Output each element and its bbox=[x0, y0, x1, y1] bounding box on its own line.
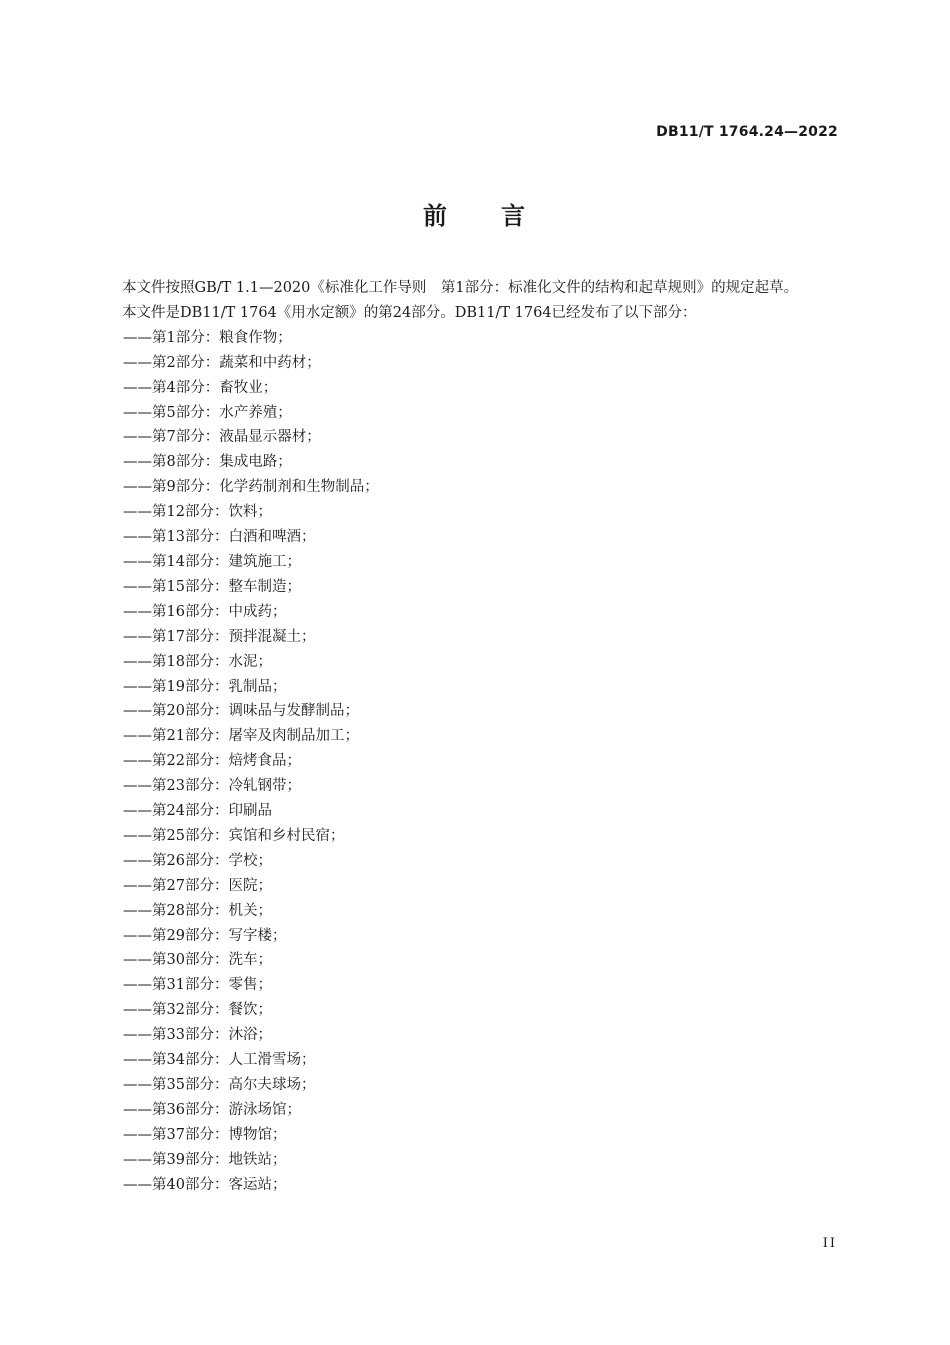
list-item: ——第20部分：调味品与发酵制品； bbox=[123, 703, 359, 720]
list-item: ——第34部分：人工滑雪场； bbox=[123, 1052, 316, 1069]
list-item: ——第2部分：蔬菜和中药材； bbox=[123, 354, 321, 371]
list-item: ——第37部分：博物馆； bbox=[123, 1126, 287, 1143]
list-item: ——第7部分：液晶显示器材； bbox=[123, 429, 321, 446]
title-char-2: 言 bbox=[501, 202, 527, 230]
list-item: ——第28部分：机关； bbox=[123, 902, 272, 919]
list-item: ——第5部分：水产养殖； bbox=[123, 404, 292, 421]
title-char-1: 前 bbox=[423, 202, 449, 230]
list-item: ——第33部分：沐浴； bbox=[123, 1027, 272, 1044]
list-item: ——第17部分：预拌混凝土； bbox=[123, 628, 316, 645]
list-item: ——第21部分：屠宰及肉制品加工； bbox=[123, 728, 359, 745]
list-item: ——第14部分：建筑施工； bbox=[123, 553, 301, 570]
list-item: ——第32部分：餐饮； bbox=[123, 1002, 272, 1019]
list-item: ——第29部分：写字楼； bbox=[123, 927, 287, 944]
list-item: ——第8部分：集成电路； bbox=[123, 454, 292, 471]
list-item: ——第23部分：冷轧钢带； bbox=[123, 778, 301, 795]
list-item: ——第25部分：宾馆和乡村民宿； bbox=[123, 827, 345, 844]
list-item: ——第35部分：高尔夫球场； bbox=[123, 1077, 316, 1093]
list-item: ——第1部分：粮食作物； bbox=[123, 329, 292, 346]
document-body bbox=[92, 276, 838, 1198]
list-item: ——第15部分：整车制造； bbox=[123, 578, 301, 595]
parts-list bbox=[92, 326, 838, 1198]
list-item: ——第13部分：白酒和啤酒； bbox=[123, 529, 316, 546]
list-item: ——第36部分：游泳场馆； bbox=[123, 1101, 301, 1118]
list-item: ——第31部分：零售； bbox=[123, 977, 272, 994]
list-item: ——第24部分：印刷品 bbox=[123, 803, 272, 820]
list-item: ——第12部分：饮料； bbox=[123, 504, 272, 521]
list-item: ——第40部分：客运站； bbox=[123, 1176, 287, 1193]
list-item: ——第30部分：洗车； bbox=[123, 952, 272, 969]
paragraph-series-intro: 本文件是DB11/T 1764《用水定额》的第24部分。DB11/T 1764已经发布了以下部分： bbox=[122, 304, 697, 321]
list-item: ——第26部分：学校； bbox=[123, 852, 272, 869]
list-item: ——第19部分：乳制品； bbox=[123, 678, 287, 695]
list-item: ——第16部分：中成药； bbox=[123, 603, 287, 620]
list-item: ——第22部分：焙烤食品； bbox=[123, 753, 301, 770]
list-item: ——第9部分：化学药制剂和生物制品； bbox=[123, 479, 379, 496]
paragraph-drafting-rules: 本文件按照GB/T 1.1—2020《标准化工作导则 第1部分：标准化文件的结构和起草规则》的规定起草。 bbox=[122, 280, 799, 296]
list-item: ——第4部分：畜牧业； bbox=[123, 379, 278, 396]
list-item: ——第27部分：医院； bbox=[123, 877, 272, 894]
document-code: DB11/T 1764.24—2022 bbox=[656, 124, 838, 140]
list-item: ——第18部分：水泥； bbox=[123, 653, 272, 670]
page-title bbox=[0, 196, 950, 231]
page-number: II bbox=[822, 1236, 837, 1251]
list-item: ——第39部分：地铁站； bbox=[123, 1151, 287, 1168]
